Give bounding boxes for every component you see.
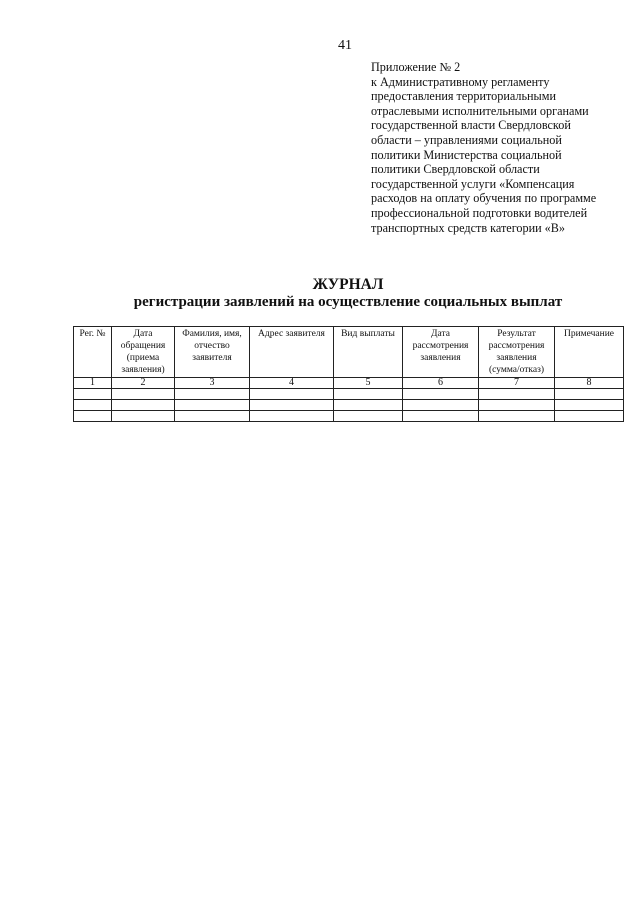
appendix-line: государственной власти Свердловской — [371, 118, 571, 133]
table-cell — [479, 389, 555, 400]
column-number-row — [74, 378, 624, 389]
column-number: 3 — [175, 378, 250, 389]
column-number: 5 — [334, 378, 403, 389]
column-number: 2 — [112, 378, 175, 389]
document-subtitle: регистрации заявлений на осуществление социальных выплат — [133, 294, 563, 310]
table-cell — [555, 400, 624, 411]
table-cell — [74, 411, 112, 422]
column-header-applicant-name: Фамилия, имя, отчество заявителя — [175, 327, 250, 378]
appendix-line: предоставления территориальными — [371, 89, 556, 104]
column-number: 8 — [555, 378, 624, 389]
column-header-application-date: Дата обращения (приема заявления) — [112, 327, 175, 378]
table-header-row — [74, 327, 624, 378]
table-cell — [403, 400, 479, 411]
appendix-line: транспортных средств категории «В» — [371, 220, 565, 235]
appendix-line: политики Министерства социальной — [371, 147, 562, 162]
appendix-line: Приложение № 2 — [371, 60, 461, 74]
table-cell — [74, 400, 112, 411]
column-header-review-date: Дата рассмотрения заявления — [403, 327, 479, 378]
table-cell — [334, 400, 403, 411]
column-number: 6 — [403, 378, 479, 389]
appendix-line: политики Свердловской области — [371, 162, 540, 177]
table-cell — [175, 411, 250, 422]
table-cell — [175, 389, 250, 400]
table-cell — [479, 400, 555, 411]
table-cell — [112, 411, 175, 422]
appendix-line: отраслевыми исполнительными органами — [371, 103, 589, 118]
table-row — [74, 400, 624, 411]
table-cell — [175, 400, 250, 411]
column-number: 4 — [250, 378, 334, 389]
appendix-line: области – управлениями социальной — [371, 132, 562, 147]
column-header-note: Примечание — [555, 327, 624, 378]
table-cell — [403, 411, 479, 422]
appendix-line: расходов на оплату обучения по программе — [371, 191, 597, 206]
column-number: 1 — [74, 378, 112, 389]
column-header-reg-number: Рег. № — [74, 327, 112, 378]
appendix-line: к Административному регламенту — [371, 74, 550, 89]
table-cell — [74, 389, 112, 400]
appendix-line: государственной услуги «Компенсация — [371, 176, 575, 191]
registration-table — [73, 326, 624, 422]
column-header-payment-type: Вид выплаты — [334, 327, 403, 378]
table-cell — [112, 389, 175, 400]
table-cell — [403, 389, 479, 400]
table-cell — [112, 400, 175, 411]
table-cell — [250, 411, 334, 422]
column-header-applicant-address: Адрес заявителя — [250, 327, 334, 378]
column-number: 7 — [479, 378, 555, 389]
document-title: ЖУРНАЛ — [312, 276, 384, 293]
table-cell — [334, 389, 403, 400]
table-row — [74, 411, 624, 422]
table-cell — [334, 411, 403, 422]
appendix-block — [371, 60, 621, 235]
table-cell — [479, 411, 555, 422]
page-number: 41 — [338, 38, 352, 53]
table-cell — [555, 411, 624, 422]
table-cell — [555, 389, 624, 400]
table-cell — [250, 400, 334, 411]
column-header-review-result: Результат рассмотрения заявления (сумма/отказ) — [479, 327, 555, 378]
table-cell — [250, 389, 334, 400]
table-row — [74, 389, 624, 400]
appendix-line: профессиональной подготовки водителей — [371, 205, 588, 220]
